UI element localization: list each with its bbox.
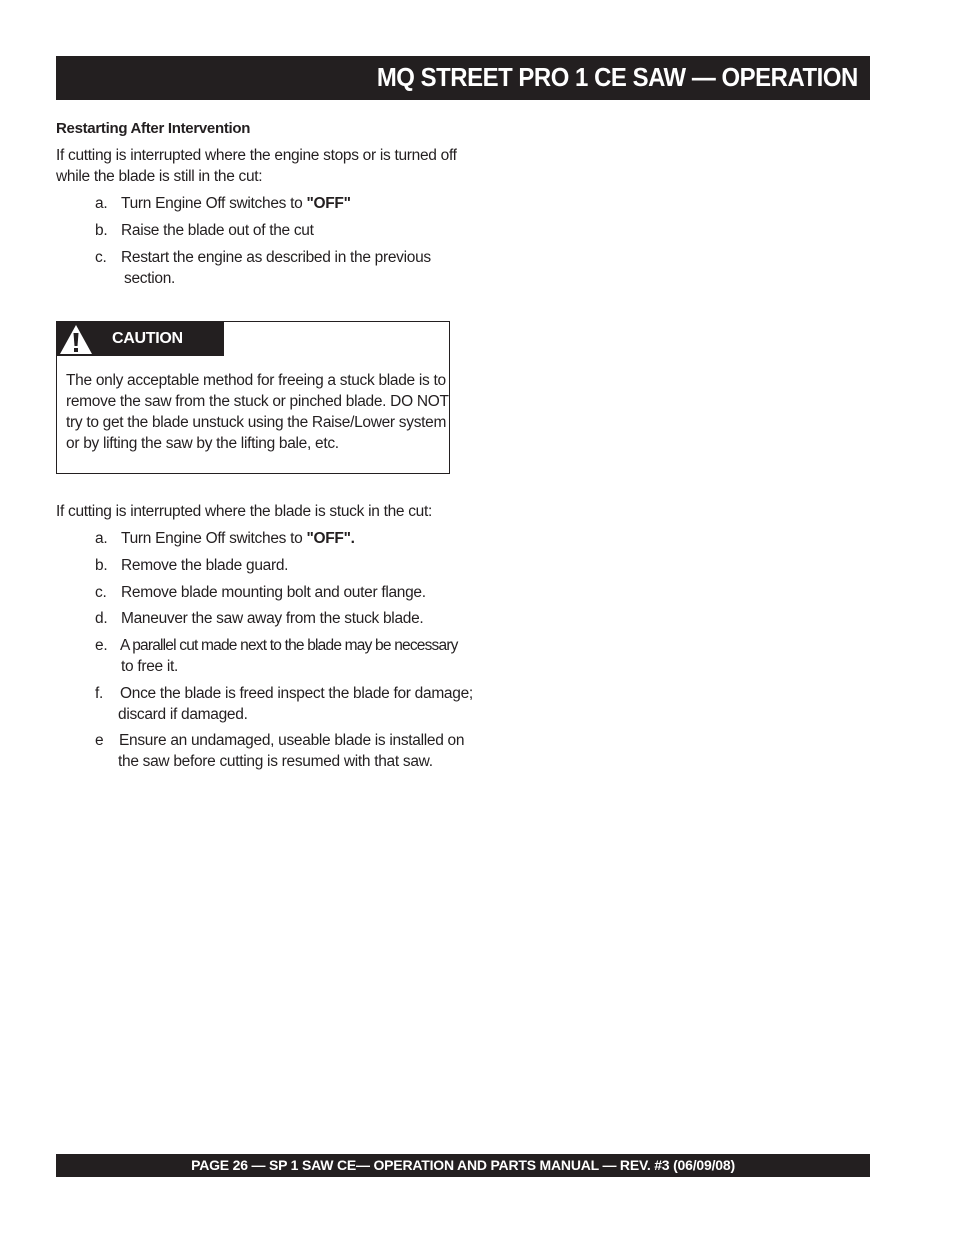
warning-triangle-icon: [59, 324, 93, 355]
list-item-letter: c.: [95, 249, 107, 266]
list-item: [95, 193, 351, 214]
caution-line: remove the saw from the stuck or pinched blade. DO NOT: [66, 393, 449, 410]
list-item-letter: b.: [95, 557, 108, 574]
list-item-text: Remove blade mounting bolt and outer flange.: [121, 584, 426, 601]
list-item: [95, 683, 473, 725]
intro-line-1: If cutting is interrupted where the engine stops or is turned off: [56, 147, 457, 164]
caution-text: [66, 370, 449, 454]
list-item-text: Turn Engine Off switches to: [121, 195, 307, 212]
section-heading: Restarting After Intervention: [56, 120, 251, 137]
list-item-text: Raise the blade out of the cut: [121, 222, 314, 239]
list-item-continuation: the saw before cutting is resumed with that saw.: [118, 753, 433, 770]
caution-header: [57, 322, 224, 356]
list-item-text: Maneuver the saw away from the stuck blade.: [121, 610, 424, 627]
list-item: [95, 582, 426, 603]
list-item-letter: a.: [95, 530, 108, 547]
list-item-emphasis: "OFF": [306, 195, 351, 212]
list-item-continuation: discard if damaged.: [118, 706, 248, 723]
list-item: [95, 730, 464, 772]
caution-label: CAUTION: [112, 330, 183, 347]
caution-line: or by lifting the saw by the lifting bale, etc.: [66, 435, 339, 452]
list-item-letter: a.: [95, 195, 108, 212]
list-item-letter: e: [95, 732, 104, 749]
list-item: [95, 247, 431, 289]
list-item-text: Remove the blade guard.: [121, 557, 289, 574]
page-header: [56, 56, 870, 100]
list-item-text: A parallel cut made next to the blade may be necessary: [120, 637, 458, 654]
list-item-emphasis: "OFF".: [306, 530, 355, 547]
caution-line: try to get the blade unstuck using the Raise/Lower system: [66, 414, 447, 431]
caution-line: The only acceptable method for freeing a stuck blade is to: [66, 372, 446, 389]
list-item: [95, 635, 458, 677]
stuck-intro: If cutting is interrupted where the blade is stuck in the cut:: [56, 503, 432, 520]
page-footer: [56, 1154, 870, 1177]
list-item-continuation: section.: [124, 270, 176, 287]
list-item: [95, 555, 288, 576]
list-item-letter: e.: [95, 637, 108, 654]
list-item-text: Ensure an undamaged, useable blade is installed on: [119, 732, 465, 749]
list-item: [95, 528, 355, 549]
list-item: [95, 608, 423, 629]
list-item-letter: c.: [95, 584, 107, 601]
list-item-text: Restart the engine as described in the previous: [121, 249, 431, 266]
list-item-text: Once the blade is freed inspect the blade for damage;: [120, 685, 473, 702]
page-title: MQ STREET PRO 1 CE SAW — OPERATION: [377, 62, 858, 92]
intro-line-2: while the blade is still in the cut:: [56, 168, 263, 185]
list-item: [95, 220, 314, 241]
list-item-letter: f.: [95, 685, 104, 702]
footer-text: PAGE 26 — SP 1 SAW CE— OPERATION AND PARTS MANUAL — REV. #3 (06/09/08): [191, 1157, 735, 1173]
caution-box: [56, 321, 450, 474]
list-item-text: Turn Engine Off switches to: [121, 530, 307, 547]
list-item-continuation: to free it.: [121, 658, 179, 675]
list-item-letter: d.: [95, 610, 108, 627]
list-item-letter: b.: [95, 222, 108, 239]
